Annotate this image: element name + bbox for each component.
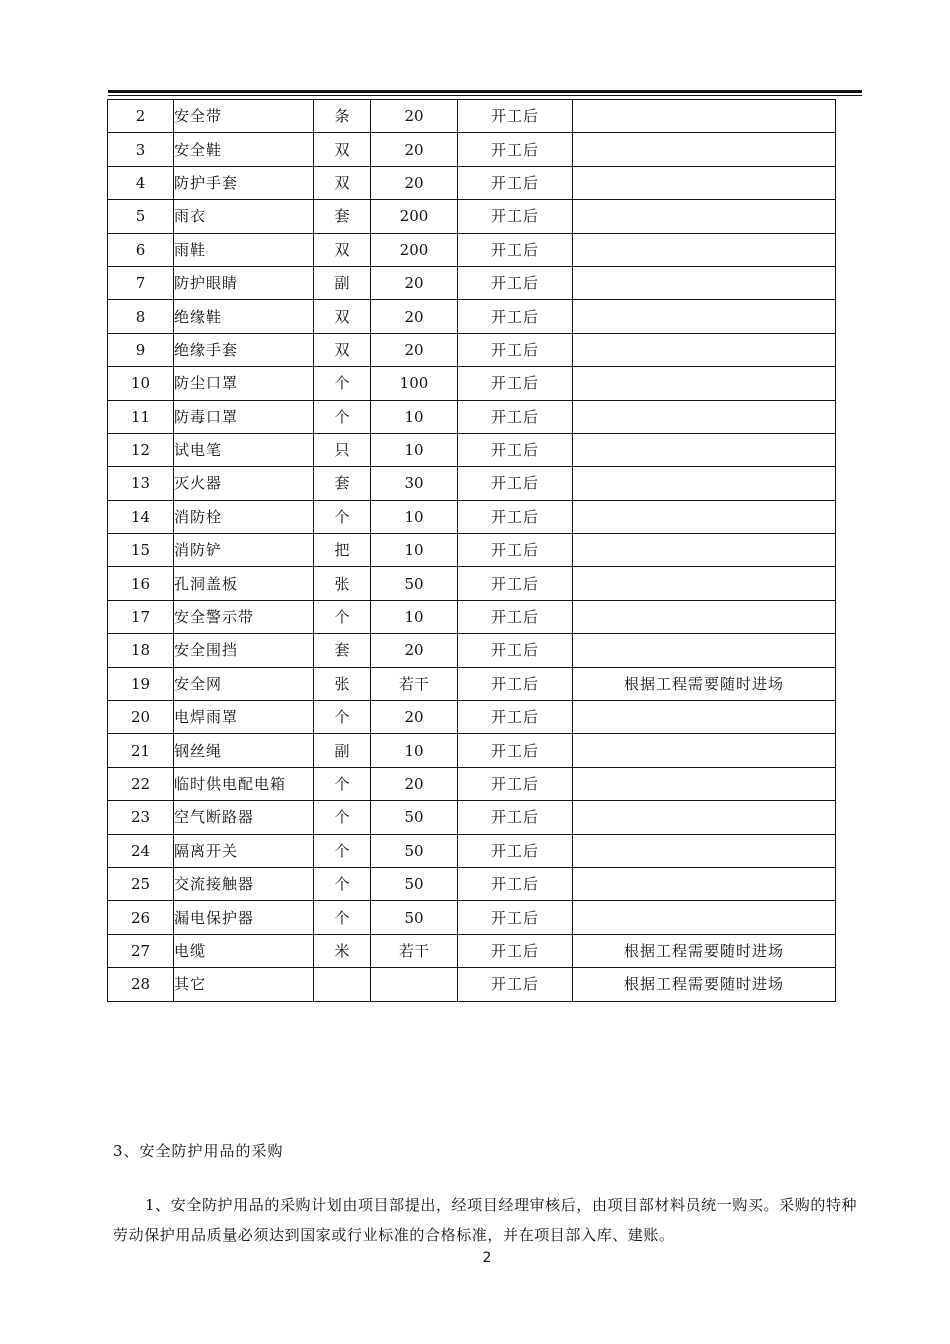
cell-remark bbox=[573, 266, 836, 299]
cell-item-name: 绝缘鞋 bbox=[174, 300, 314, 333]
table-row bbox=[108, 467, 836, 500]
cell-unit: 个 bbox=[314, 901, 371, 934]
cell-time: 开工后 bbox=[458, 634, 573, 667]
cell-item-name: 孔洞盖板 bbox=[174, 567, 314, 600]
cell-number: 6 bbox=[108, 233, 174, 266]
cell-remark bbox=[573, 133, 836, 166]
cell-time: 开工后 bbox=[458, 333, 573, 366]
cell-remark bbox=[573, 600, 836, 633]
cell-unit: 张 bbox=[314, 567, 371, 600]
cell-unit: 套 bbox=[314, 200, 371, 233]
cell-quantity: 10 bbox=[371, 534, 458, 567]
cell-remark bbox=[573, 701, 836, 734]
equipment-table-body bbox=[108, 100, 836, 1002]
table-row bbox=[108, 567, 836, 600]
cell-remark bbox=[573, 467, 836, 500]
cell-remark bbox=[573, 400, 836, 433]
cell-remark bbox=[573, 300, 836, 333]
cell-quantity: 20 bbox=[371, 266, 458, 299]
equipment-table bbox=[107, 99, 836, 1002]
cell-unit: 副 bbox=[314, 734, 371, 767]
cell-item-name: 消防铲 bbox=[174, 534, 314, 567]
cell-item-name: 隔离开关 bbox=[174, 834, 314, 867]
cell-quantity: 10 bbox=[371, 400, 458, 433]
cell-number: 8 bbox=[108, 300, 174, 333]
cell-quantity: 20 bbox=[371, 166, 458, 199]
table-row bbox=[108, 634, 836, 667]
cell-number: 16 bbox=[108, 567, 174, 600]
cell-quantity: 10 bbox=[371, 734, 458, 767]
cell-item-name: 其它 bbox=[174, 968, 314, 1001]
cell-time: 开工后 bbox=[458, 701, 573, 734]
cell-item-name: 灭火器 bbox=[174, 467, 314, 500]
cell-number: 20 bbox=[108, 701, 174, 734]
cell-time: 开工后 bbox=[458, 467, 573, 500]
cell-number: 28 bbox=[108, 968, 174, 1001]
cell-number: 7 bbox=[108, 266, 174, 299]
cell-item-name: 钢丝绳 bbox=[174, 734, 314, 767]
cell-item-name: 安全网 bbox=[174, 667, 314, 700]
header-rule-thin bbox=[108, 95, 862, 96]
cell-remark bbox=[573, 734, 836, 767]
cell-unit bbox=[314, 968, 371, 1001]
cell-time: 开工后 bbox=[458, 801, 573, 834]
cell-time: 开工后 bbox=[458, 300, 573, 333]
cell-time: 开工后 bbox=[458, 901, 573, 934]
cell-unit: 个 bbox=[314, 834, 371, 867]
cell-time: 开工后 bbox=[458, 600, 573, 633]
cell-item-name: 防尘口罩 bbox=[174, 367, 314, 400]
cell-quantity: 50 bbox=[371, 867, 458, 900]
table-row bbox=[108, 400, 836, 433]
cell-quantity: 50 bbox=[371, 834, 458, 867]
cell-remark bbox=[573, 634, 836, 667]
cell-time: 开工后 bbox=[458, 100, 573, 133]
cell-remark: 根据工程需要随时进场 bbox=[573, 968, 836, 1001]
cell-remark bbox=[573, 901, 836, 934]
cell-number: 11 bbox=[108, 400, 174, 433]
cell-remark bbox=[573, 333, 836, 366]
cell-number: 26 bbox=[108, 901, 174, 934]
cell-unit: 只 bbox=[314, 433, 371, 466]
cell-time: 开工后 bbox=[458, 200, 573, 233]
cell-unit: 双 bbox=[314, 133, 371, 166]
cell-quantity: 50 bbox=[371, 901, 458, 934]
table-row bbox=[108, 200, 836, 233]
cell-quantity: 50 bbox=[371, 801, 458, 834]
cell-quantity: 20 bbox=[371, 133, 458, 166]
cell-quantity: 20 bbox=[371, 300, 458, 333]
cell-remark bbox=[573, 233, 836, 266]
cell-item-name: 消防栓 bbox=[174, 500, 314, 533]
cell-number: 24 bbox=[108, 834, 174, 867]
cell-time: 开工后 bbox=[458, 534, 573, 567]
cell-remark bbox=[573, 500, 836, 533]
cell-item-name: 临时供电配电箱 bbox=[174, 767, 314, 800]
cell-unit: 副 bbox=[314, 266, 371, 299]
cell-number: 25 bbox=[108, 867, 174, 900]
cell-time: 开工后 bbox=[458, 968, 573, 1001]
cell-number: 2 bbox=[108, 100, 174, 133]
cell-remark bbox=[573, 367, 836, 400]
table-row bbox=[108, 433, 836, 466]
cell-quantity: 20 bbox=[371, 100, 458, 133]
cell-item-name: 防护眼睛 bbox=[174, 266, 314, 299]
cell-number: 4 bbox=[108, 166, 174, 199]
cell-number: 3 bbox=[108, 133, 174, 166]
cell-unit: 条 bbox=[314, 100, 371, 133]
cell-quantity: 若干 bbox=[371, 934, 458, 967]
cell-unit: 个 bbox=[314, 701, 371, 734]
cell-remark bbox=[573, 767, 836, 800]
cell-remark bbox=[573, 200, 836, 233]
page-number: 2 bbox=[482, 1250, 492, 1266]
cell-number: 13 bbox=[108, 467, 174, 500]
table-row bbox=[108, 266, 836, 299]
cell-number: 23 bbox=[108, 801, 174, 834]
cell-time: 开工后 bbox=[458, 867, 573, 900]
cell-unit: 套 bbox=[314, 467, 371, 500]
table-row bbox=[108, 767, 836, 800]
cell-number: 21 bbox=[108, 734, 174, 767]
cell-time: 开工后 bbox=[458, 133, 573, 166]
cell-remark bbox=[573, 433, 836, 466]
header-rule-thick bbox=[108, 90, 862, 93]
cell-quantity: 10 bbox=[371, 500, 458, 533]
cell-unit: 个 bbox=[314, 767, 371, 800]
cell-unit: 个 bbox=[314, 367, 371, 400]
cell-quantity: 10 bbox=[371, 600, 458, 633]
cell-quantity: 20 bbox=[371, 701, 458, 734]
cell-number: 17 bbox=[108, 600, 174, 633]
table-row bbox=[108, 600, 836, 633]
table-row bbox=[108, 701, 836, 734]
cell-item-name: 防毒口罩 bbox=[174, 400, 314, 433]
cell-time: 开工后 bbox=[458, 367, 573, 400]
table-row bbox=[108, 901, 836, 934]
cell-quantity bbox=[371, 968, 458, 1001]
cell-unit: 双 bbox=[314, 233, 371, 266]
cell-item-name: 防护手套 bbox=[174, 166, 314, 199]
table-row bbox=[108, 934, 836, 967]
cell-unit: 张 bbox=[314, 667, 371, 700]
table-row bbox=[108, 968, 836, 1001]
cell-time: 开工后 bbox=[458, 500, 573, 533]
table-row bbox=[108, 534, 836, 567]
cell-remark bbox=[573, 867, 836, 900]
cell-quantity: 100 bbox=[371, 367, 458, 400]
cell-item-name: 安全带 bbox=[174, 100, 314, 133]
cell-quantity: 若干 bbox=[371, 667, 458, 700]
cell-remark bbox=[573, 534, 836, 567]
section-title: 3、安全防护用品的采购 bbox=[113, 1142, 284, 1160]
cell-item-name: 雨鞋 bbox=[174, 233, 314, 266]
table-row bbox=[108, 233, 836, 266]
cell-item-name: 电焊雨罩 bbox=[174, 701, 314, 734]
cell-item-name: 交流接触器 bbox=[174, 867, 314, 900]
cell-remark bbox=[573, 100, 836, 133]
table-row bbox=[108, 133, 836, 166]
cell-number: 12 bbox=[108, 433, 174, 466]
cell-time: 开工后 bbox=[458, 433, 573, 466]
table-row bbox=[108, 667, 836, 700]
cell-item-name: 漏电保护器 bbox=[174, 901, 314, 934]
cell-unit: 个 bbox=[314, 400, 371, 433]
cell-unit: 双 bbox=[314, 166, 371, 199]
cell-item-name: 安全围挡 bbox=[174, 634, 314, 667]
table-row bbox=[108, 801, 836, 834]
cell-item-name: 试电笔 bbox=[174, 433, 314, 466]
cell-number: 15 bbox=[108, 534, 174, 567]
cell-time: 开工后 bbox=[458, 834, 573, 867]
cell-unit: 把 bbox=[314, 534, 371, 567]
section-paragraph: 1、安全防护用品的采购计划由项目部提出，经项目经理审核后，由项目部材料员统一购买。采购的特种劳动保护用品质量必须达到国家或行业标准的合格标准，并在项目部入库、建账。 bbox=[113, 1196, 858, 1244]
cell-quantity: 20 bbox=[371, 767, 458, 800]
cell-unit: 个 bbox=[314, 600, 371, 633]
cell-remark bbox=[573, 801, 836, 834]
cell-remark: 根据工程需要随时进场 bbox=[573, 667, 836, 700]
cell-number: 5 bbox=[108, 200, 174, 233]
cell-quantity: 10 bbox=[371, 433, 458, 466]
cell-number: 27 bbox=[108, 934, 174, 967]
cell-time: 开工后 bbox=[458, 233, 573, 266]
table-row bbox=[108, 367, 836, 400]
table-row bbox=[108, 734, 836, 767]
table-row bbox=[108, 166, 836, 199]
table-row bbox=[108, 300, 836, 333]
cell-time: 开工后 bbox=[458, 400, 573, 433]
cell-quantity: 200 bbox=[371, 233, 458, 266]
cell-time: 开工后 bbox=[458, 266, 573, 299]
cell-unit: 米 bbox=[314, 934, 371, 967]
cell-unit: 个 bbox=[314, 801, 371, 834]
cell-time: 开工后 bbox=[458, 934, 573, 967]
table-row bbox=[108, 500, 836, 533]
cell-unit: 套 bbox=[314, 634, 371, 667]
cell-number: 18 bbox=[108, 634, 174, 667]
cell-number: 19 bbox=[108, 667, 174, 700]
cell-item-name: 雨衣 bbox=[174, 200, 314, 233]
cell-item-name: 电缆 bbox=[174, 934, 314, 967]
cell-quantity: 200 bbox=[371, 200, 458, 233]
cell-item-name: 安全警示带 bbox=[174, 600, 314, 633]
cell-number: 10 bbox=[108, 367, 174, 400]
cell-remark bbox=[573, 834, 836, 867]
cell-time: 开工后 bbox=[458, 667, 573, 700]
cell-quantity: 20 bbox=[371, 634, 458, 667]
cell-quantity: 50 bbox=[371, 567, 458, 600]
cell-time: 开工后 bbox=[458, 734, 573, 767]
table-row bbox=[108, 100, 836, 133]
cell-unit: 双 bbox=[314, 300, 371, 333]
cell-item-name: 绝缘手套 bbox=[174, 333, 314, 366]
cell-unit: 个 bbox=[314, 867, 371, 900]
cell-item-name: 空气断路器 bbox=[174, 801, 314, 834]
cell-time: 开工后 bbox=[458, 166, 573, 199]
cell-remark bbox=[573, 166, 836, 199]
cell-time: 开工后 bbox=[458, 767, 573, 800]
cell-quantity: 20 bbox=[371, 333, 458, 366]
table-row bbox=[108, 333, 836, 366]
cell-remark: 根据工程需要随时进场 bbox=[573, 934, 836, 967]
cell-number: 22 bbox=[108, 767, 174, 800]
cell-remark bbox=[573, 567, 836, 600]
table-row bbox=[108, 834, 836, 867]
cell-number: 9 bbox=[108, 333, 174, 366]
cell-quantity: 30 bbox=[371, 467, 458, 500]
cell-time: 开工后 bbox=[458, 567, 573, 600]
cell-unit: 个 bbox=[314, 500, 371, 533]
cell-item-name: 安全鞋 bbox=[174, 133, 314, 166]
table-row bbox=[108, 867, 836, 900]
cell-unit: 双 bbox=[314, 333, 371, 366]
cell-number: 14 bbox=[108, 500, 174, 533]
